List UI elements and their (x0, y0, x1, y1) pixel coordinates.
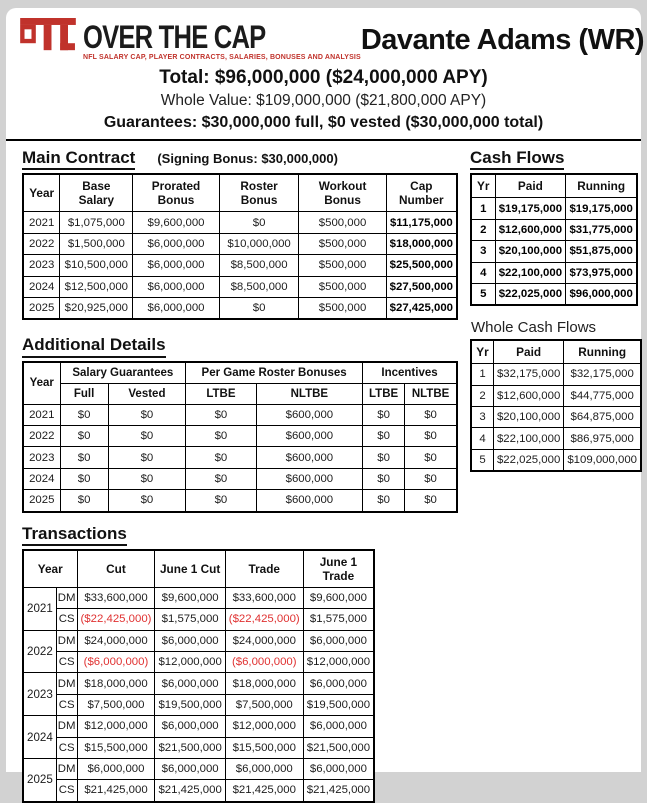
cell: $19,175,000 (566, 198, 637, 219)
table-row (23, 212, 457, 233)
cell: ($22,425,000) (225, 609, 303, 630)
column-header: Running (566, 174, 637, 198)
cell: $600,000 (256, 426, 362, 447)
cell: $6,000,000 (133, 233, 219, 254)
column-header: Vested (108, 383, 185, 404)
column-header: Salary Guarantees (60, 362, 186, 384)
cell: $0 (219, 297, 299, 319)
additional-details-table (22, 361, 458, 513)
row-type-label: DM (56, 758, 77, 779)
cell: 2022 (23, 426, 60, 447)
column-header: Prorated Bonus (133, 174, 219, 212)
cell: $0 (186, 426, 257, 447)
cell: $0 (186, 447, 257, 468)
year-cell: 2025 (23, 758, 56, 801)
column-header: Base Salary (60, 174, 133, 212)
column-header: Paid (493, 340, 563, 364)
cell: 2024 (23, 276, 60, 297)
table-row (23, 490, 457, 512)
cell: $19,175,000 (495, 198, 566, 219)
page-header (6, 8, 645, 63)
cell: $10,000,000 (219, 233, 299, 254)
cell: 2023 (23, 447, 60, 468)
cell: $20,925,000 (60, 297, 133, 319)
table-row (23, 758, 374, 779)
table-row (23, 233, 457, 254)
cell: $0 (60, 490, 108, 512)
cell: $500,000 (299, 233, 386, 254)
section-title-whole-cash-flows: Whole Cash Flows (471, 319, 597, 337)
content-area (6, 141, 641, 803)
column-header: June 1 Cut (155, 550, 225, 588)
table-row (471, 262, 637, 283)
table-row (23, 652, 374, 673)
column-header: Year (23, 362, 60, 405)
row-type-label: DM (56, 630, 77, 651)
cell: $21,425,000 (225, 780, 303, 802)
cell: $109,000,000 (564, 449, 641, 471)
cell: $15,500,000 (77, 737, 155, 758)
cell: $33,600,000 (225, 587, 303, 608)
cell: $12,500,000 (60, 276, 133, 297)
cell: $0 (60, 426, 108, 447)
cell: 5 (471, 283, 495, 305)
cell: $6,000,000 (155, 630, 225, 651)
column-header: Yr (471, 174, 495, 198)
cell: $44,775,000 (564, 385, 641, 406)
cell: $32,175,000 (564, 364, 641, 385)
cash-flows-table (470, 173, 638, 306)
cell: $6,000,000 (155, 758, 225, 779)
table-row (471, 449, 641, 471)
row-type-label: DM (56, 587, 77, 608)
table-row (23, 630, 374, 651)
brand-tagline: NFL SALARY CAP, PLAYER CONTRACTS, SALARIES, BONUSES AND ANALYSIS (83, 54, 361, 61)
cell: 2 (471, 219, 495, 240)
otc-logo[interactable] (20, 18, 361, 63)
column-header: Roster Bonus (219, 174, 299, 212)
row-type-label: CS (56, 780, 77, 802)
cell: $6,000,000 (77, 758, 155, 779)
cell: $21,500,000 (155, 737, 225, 758)
table-row (23, 468, 457, 489)
guarantees-line: Guarantees: $30,000,000 full, $0 vested ($30,000,000 total) (103, 114, 544, 131)
cell: $0 (363, 447, 405, 468)
cell: $0 (108, 468, 185, 489)
cell: $20,100,000 (495, 241, 566, 262)
cell: $0 (405, 426, 457, 447)
column-header: Yr (471, 340, 493, 364)
table-row (471, 407, 641, 428)
cell: $6,000,000 (225, 758, 303, 779)
table-row (23, 737, 374, 758)
cell: 2021 (23, 212, 60, 233)
table-row (23, 694, 374, 715)
cell: $31,775,000 (566, 219, 637, 240)
column-header: Full (60, 383, 108, 404)
cell: $6,000,000 (303, 758, 374, 779)
cell: $18,000,000 (225, 673, 303, 694)
cell: $0 (363, 404, 405, 425)
cell: $33,600,000 (77, 587, 155, 608)
cell: 3 (471, 241, 495, 262)
cell: $86,975,000 (564, 428, 641, 449)
cell: $0 (363, 426, 405, 447)
cell: $15,500,000 (225, 737, 303, 758)
table-row (471, 364, 641, 385)
cell: $500,000 (299, 255, 386, 276)
section-title-additional-details: Additional Details (22, 335, 166, 357)
cell: $9,600,000 (133, 212, 219, 233)
column-header: Cap Number (386, 174, 457, 212)
cell: $0 (363, 468, 405, 489)
cell: $27,500,000 (386, 276, 457, 297)
table-row (471, 385, 641, 406)
cell: $20,100,000 (493, 407, 563, 428)
cell: 4 (471, 262, 495, 283)
cell: $0 (108, 490, 185, 512)
column-header: Year (23, 550, 77, 588)
main-contract-section (22, 148, 458, 320)
cell: $19,500,000 (155, 694, 225, 715)
cell: $0 (108, 426, 185, 447)
column-header: NLTBE (405, 383, 457, 404)
table-row (23, 404, 457, 425)
total-line: Total: $96,000,000 ($24,000,000 APY) (159, 67, 488, 88)
cell: $500,000 (299, 276, 386, 297)
table-row (23, 426, 457, 447)
cell: $18,000,000 (77, 673, 155, 694)
cell: ($6,000,000) (225, 652, 303, 673)
cell: $500,000 (299, 297, 386, 319)
cell: $600,000 (256, 447, 362, 468)
year-cell: 2023 (23, 673, 56, 716)
cell: $24,000,000 (77, 630, 155, 651)
cell: 1 (471, 364, 493, 385)
cell: $1,500,000 (60, 233, 133, 254)
cell: $24,000,000 (225, 630, 303, 651)
otc-logo-mark-icon (20, 18, 76, 63)
cell: $8,500,000 (219, 255, 299, 276)
table-row (23, 447, 457, 468)
cell: $0 (60, 468, 108, 489)
cell: $73,975,000 (566, 262, 637, 283)
brand-name: OVER THE CAP (83, 19, 266, 55)
cell: $96,000,000 (566, 283, 637, 305)
column-header: LTBE (363, 383, 405, 404)
cell: $6,000,000 (155, 716, 225, 737)
table-row (23, 716, 374, 737)
cell: $6,000,000 (303, 673, 374, 694)
cell: $600,000 (256, 468, 362, 489)
transactions-table (22, 549, 375, 803)
cell: $12,600,000 (495, 219, 566, 240)
table-row (23, 780, 374, 802)
whole-value-line: Whole Value: $109,000,000 ($21,800,000 APY) (160, 92, 487, 109)
cell: $27,425,000 (386, 297, 457, 319)
cell: $22,025,000 (493, 449, 563, 471)
table-header-row (471, 174, 637, 198)
cell: $10,500,000 (60, 255, 133, 276)
table-header-row (23, 362, 457, 384)
column-header: NLTBE (256, 383, 362, 404)
cell: $0 (405, 447, 457, 468)
table-row (471, 198, 637, 219)
transactions-section (22, 524, 458, 803)
cell: $600,000 (256, 490, 362, 512)
cell: 2021 (23, 404, 60, 425)
cell: $21,425,000 (77, 780, 155, 802)
cash-flows-section (470, 148, 642, 306)
cell: ($22,425,000) (77, 609, 155, 630)
whole-cash-flows-section (470, 319, 642, 472)
column-header: LTBE (186, 383, 257, 404)
cell: $12,000,000 (225, 716, 303, 737)
column-header: Workout Bonus (299, 174, 386, 212)
cell: ($6,000,000) (77, 652, 155, 673)
cell: $32,175,000 (493, 364, 563, 385)
cell: $12,000,000 (155, 652, 225, 673)
cell: $500,000 (299, 212, 386, 233)
cell: $0 (108, 404, 185, 425)
row-type-label: CS (56, 694, 77, 715)
cell: $0 (186, 490, 257, 512)
table-row (471, 241, 637, 262)
column-header: Incentives (363, 362, 457, 384)
cell: 2 (471, 385, 493, 406)
table-row (23, 609, 374, 630)
section-title-transactions: Transactions (22, 524, 127, 546)
year-cell: 2022 (23, 630, 56, 673)
table-row (471, 219, 637, 240)
cell: $0 (186, 468, 257, 489)
cell: 2024 (23, 468, 60, 489)
cell: $9,600,000 (303, 587, 374, 608)
cell: $21,500,000 (303, 737, 374, 758)
whole-cash-flows-table (470, 339, 642, 472)
table-row (23, 297, 457, 319)
cell: 5 (471, 449, 493, 471)
row-type-label: CS (56, 652, 77, 673)
cell: 2022 (23, 233, 60, 254)
signing-bonus-note: (Signing Bonus: $30,000,000) (157, 151, 338, 166)
page-card (6, 8, 645, 797)
table-header-row (23, 383, 457, 404)
cell: $0 (60, 404, 108, 425)
section-title-cash-flows: Cash Flows (470, 148, 564, 170)
cell: $18,000,000 (386, 233, 457, 254)
year-cell: 2024 (23, 716, 56, 759)
cell: $12,000,000 (303, 652, 374, 673)
column-header: Trade (225, 550, 303, 588)
table-header-row (23, 174, 457, 212)
cell: $64,875,000 (564, 407, 641, 428)
cell: 2025 (23, 490, 60, 512)
column-header: Running (564, 340, 641, 364)
cell: $1,075,000 (60, 212, 133, 233)
row-type-label: DM (56, 716, 77, 737)
row-type-label: CS (56, 609, 77, 630)
table-row (471, 283, 637, 305)
cell: 3 (471, 407, 493, 428)
column-header: Year (23, 174, 60, 212)
cell: $8,500,000 (219, 276, 299, 297)
table-row (471, 428, 641, 449)
cell: $0 (219, 212, 299, 233)
table-row (23, 276, 457, 297)
cell: $6,000,000 (155, 673, 225, 694)
cell: $0 (186, 404, 257, 425)
cell: $6,000,000 (303, 716, 374, 737)
cell: 2025 (23, 297, 60, 319)
cell: $51,875,000 (566, 241, 637, 262)
additional-details-section (22, 335, 458, 512)
main-contract-table (22, 173, 458, 320)
cell: $0 (405, 490, 457, 512)
row-type-label: CS (56, 737, 77, 758)
cell: $9,600,000 (155, 587, 225, 608)
cell: $0 (60, 447, 108, 468)
cell: $6,000,000 (133, 297, 219, 319)
cell: $25,500,000 (386, 255, 457, 276)
column-header: Per Game Roster Bonuses (186, 362, 363, 384)
table-row (23, 587, 374, 608)
table-header-row (471, 340, 641, 364)
cell: 1 (471, 198, 495, 219)
cell: $21,425,000 (303, 780, 374, 802)
cell: $19,500,000 (303, 694, 374, 715)
cell: $7,500,000 (77, 694, 155, 715)
cell: 4 (471, 428, 493, 449)
cell: $1,575,000 (155, 609, 225, 630)
cell: $6,000,000 (133, 276, 219, 297)
table-row (23, 673, 374, 694)
table-header-row (23, 550, 374, 588)
cell: $12,000,000 (77, 716, 155, 737)
cell: $11,175,000 (386, 212, 457, 233)
cell: $12,600,000 (493, 385, 563, 406)
table-row (23, 255, 457, 276)
player-title: Davante Adams (WR) (360, 24, 645, 56)
column-header: Cut (77, 550, 155, 588)
cell: $21,425,000 (155, 780, 225, 802)
column-header: June 1 Trade (303, 550, 374, 588)
cell: $7,500,000 (225, 694, 303, 715)
year-cell: 2021 (23, 587, 56, 630)
cell: $1,575,000 (303, 609, 374, 630)
column-header: Paid (495, 174, 566, 198)
cell: $22,100,000 (495, 262, 566, 283)
cell: $0 (405, 404, 457, 425)
cell: 2023 (23, 255, 60, 276)
cell: $22,100,000 (493, 428, 563, 449)
cell: $6,000,000 (303, 630, 374, 651)
cell: $22,025,000 (495, 283, 566, 305)
cell: $600,000 (256, 404, 362, 425)
cell: $0 (363, 490, 405, 512)
section-title-main-contract: Main Contract (22, 148, 135, 170)
cell: $6,000,000 (133, 255, 219, 276)
row-type-label: DM (56, 673, 77, 694)
cell: $0 (108, 447, 185, 468)
cell: $0 (405, 468, 457, 489)
